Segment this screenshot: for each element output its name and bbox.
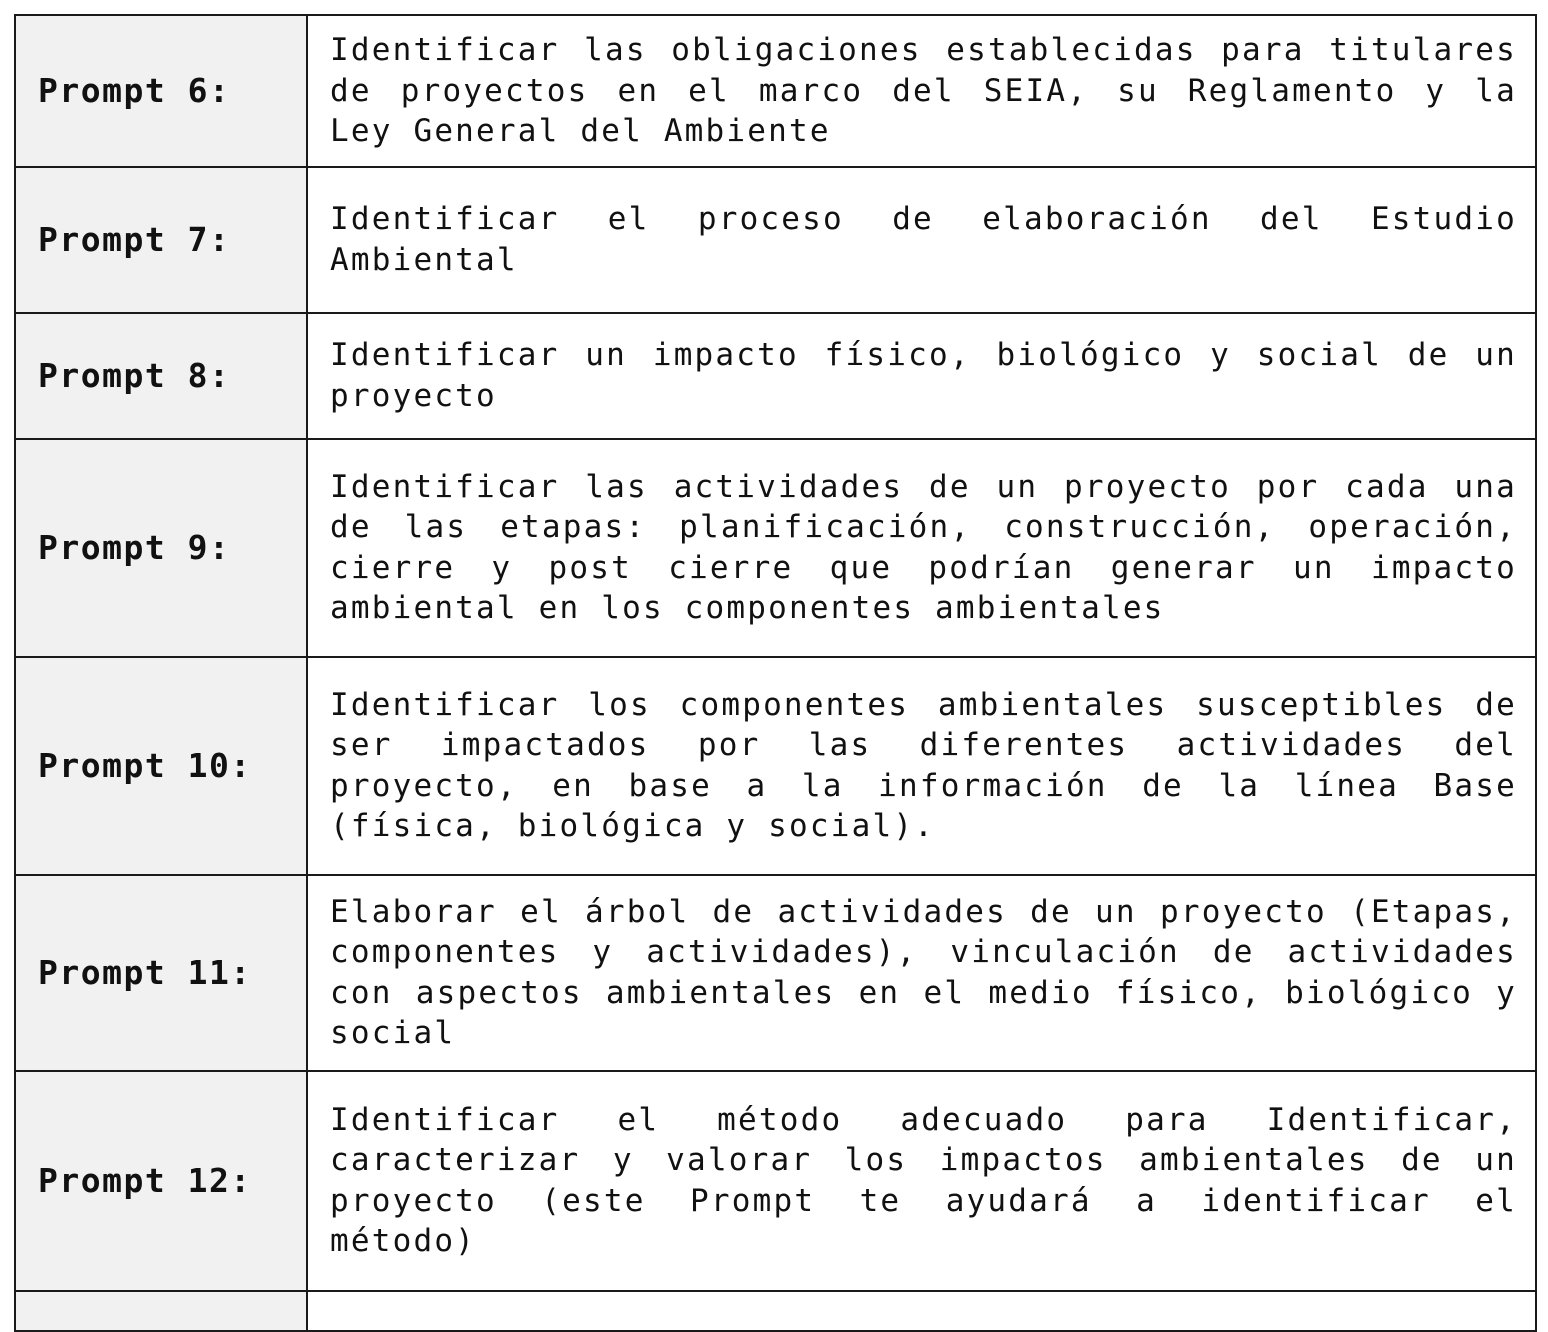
table-row [15, 167, 1536, 313]
prompt-description: Identificar el proceso de elaboración del Estudio Ambiental [307, 167, 1536, 313]
table-row-partial [15, 1291, 1536, 1331]
prompt-label: Prompt 11: [15, 875, 307, 1071]
prompt-label: Prompt 10: [15, 657, 307, 875]
prompt-description: Identificar las obligaciones establecidas para titulares de proyectos en el marco del SEIA, su Reglamento y la Ley General del Ambiente [307, 15, 1536, 167]
table-row [15, 657, 1536, 875]
prompts-table [14, 14, 1537, 1332]
prompt-label: Prompt 9: [15, 439, 307, 657]
prompt-description: Identificar las actividades de un proyecto por cada una de las etapas: planificación, construcción, operación, cierre y post cierre que podrían generar un impacto ambiental en los componentes ambientales [307, 439, 1536, 657]
table-row [15, 15, 1536, 167]
prompt-description-empty [307, 1291, 1536, 1331]
prompt-label: Prompt 12: [15, 1071, 307, 1291]
prompt-label: Prompt 8: [15, 313, 307, 439]
table-row [15, 313, 1536, 439]
prompt-description: Elaborar el árbol de actividades de un proyecto (Etapas, componentes y actividades), vinculación de actividades con aspectos ambientales en el medio físico, biológico y social [307, 875, 1536, 1071]
prompt-label: Prompt 7: [15, 167, 307, 313]
table-row [15, 439, 1536, 657]
prompt-description: Identificar un impacto físico, biológico y social de un proyecto [307, 313, 1536, 439]
table-row [15, 875, 1536, 1071]
table-row [15, 1071, 1536, 1291]
prompt-label-empty [15, 1291, 307, 1331]
prompt-label: Prompt 6: [15, 15, 307, 167]
prompt-description: Identificar el método adecuado para Identificar, caracterizar y valorar los impactos ambientales de un proyecto (este Prompt te ayudará a identificar el método) [307, 1071, 1536, 1291]
prompt-description: Identificar los componentes ambientales susceptibles de ser impactados por las diferentes actividades del proyecto, en base a la información de la línea Base (física, biológica y social). [307, 657, 1536, 875]
